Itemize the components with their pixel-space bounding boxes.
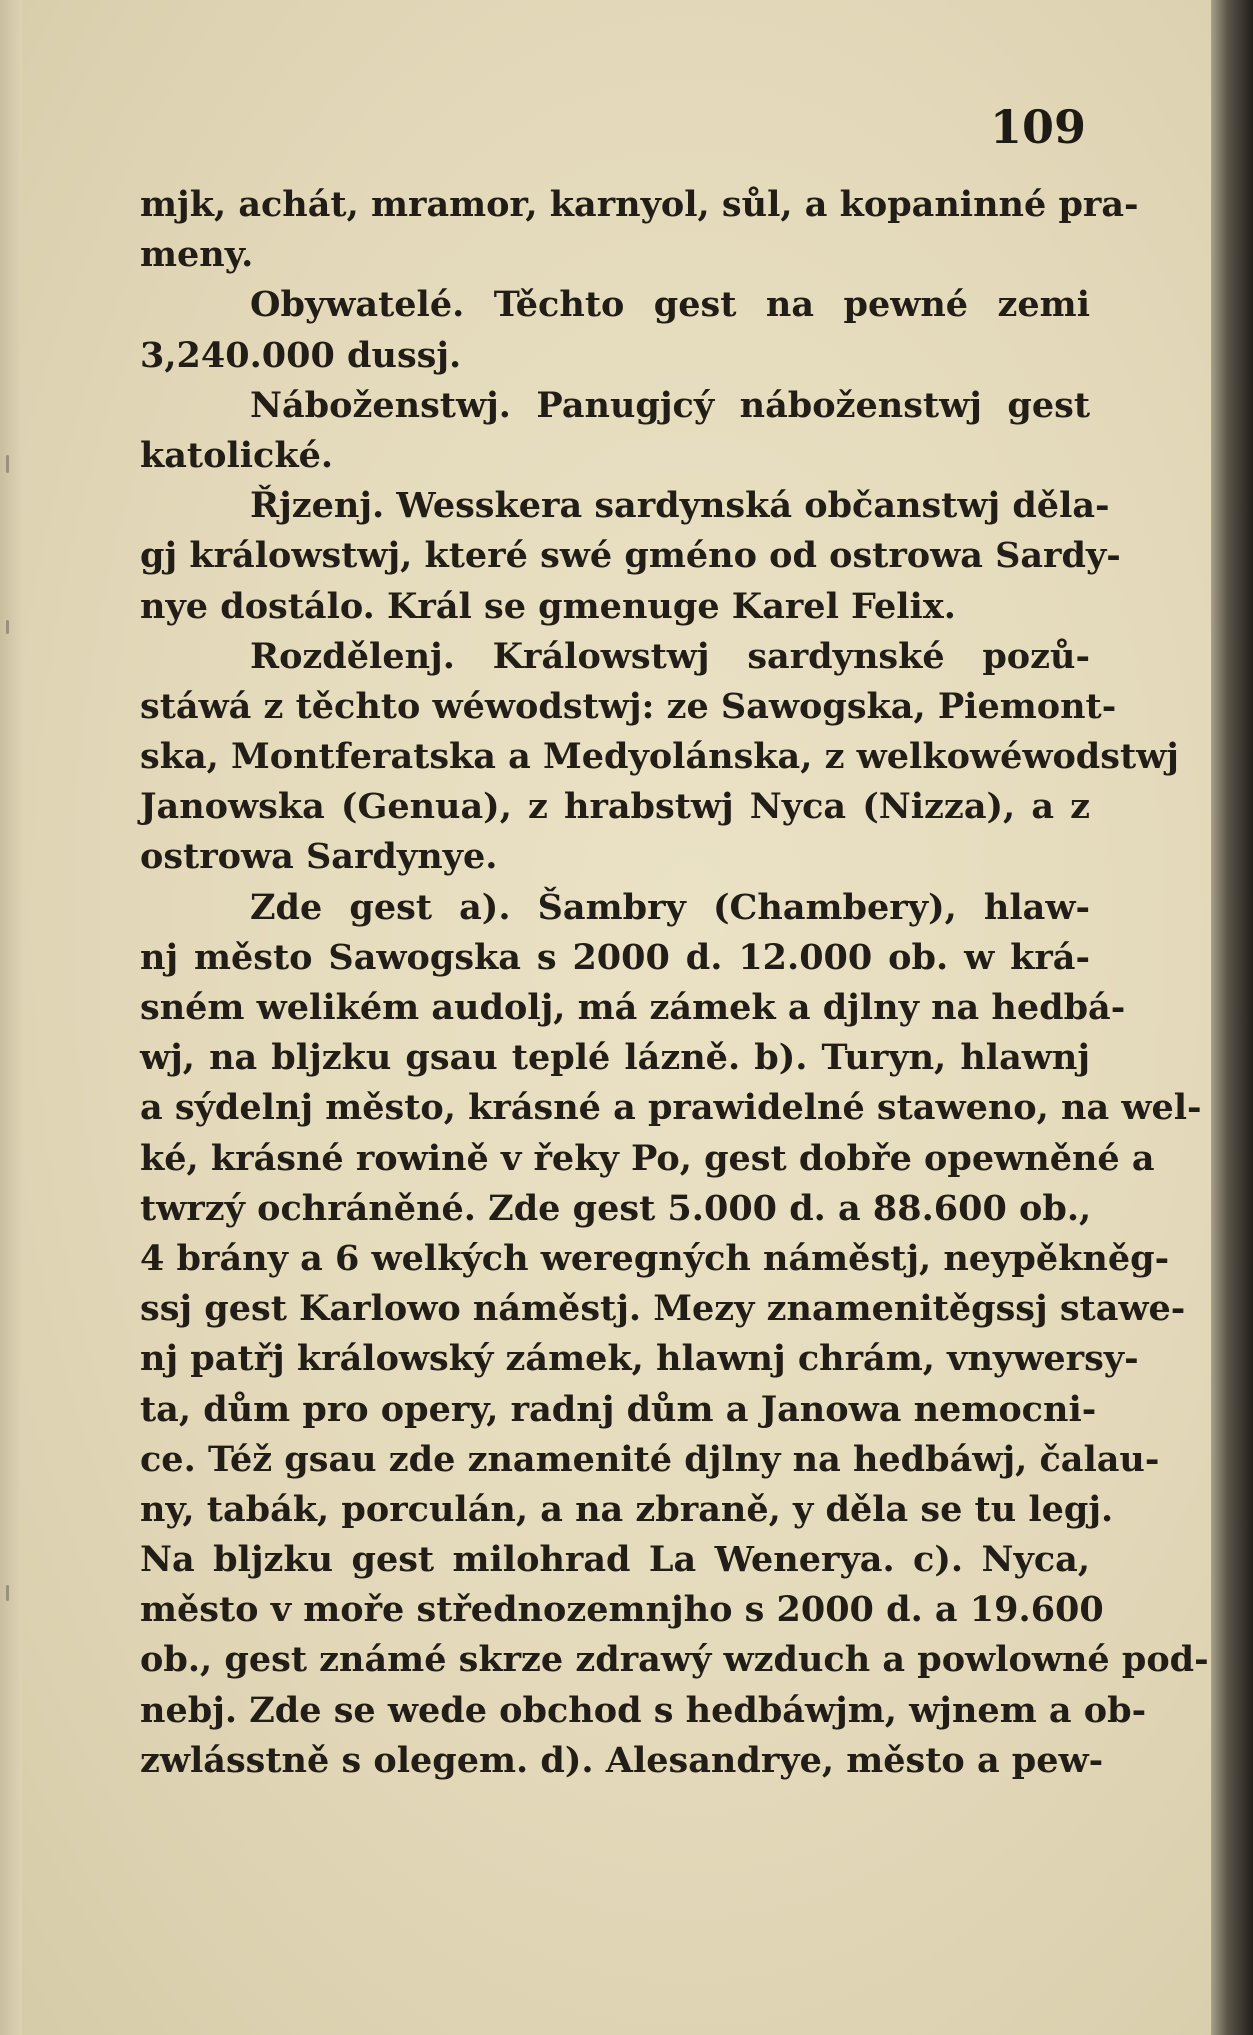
text-line: twrzý ochráněné. Zde gest 5.000 d. a 88.600 ob., xyxy=(140,1187,1092,1229)
page-left-margin xyxy=(0,0,22,2035)
text-line: wj, na bljzku gsau teplé lázně. b). Turyn, hlawnj xyxy=(140,1037,1090,1079)
text-line: 4 brány a 6 welkých weregných náměstj, neypěkněg- xyxy=(140,1237,1170,1279)
text-line: ny, tabák, porculán, a na zbraně, y děla se tu legj. xyxy=(140,1488,1114,1530)
text-line: Na bljzku gest milohrad La Wenerya. c). Nyca, xyxy=(140,1539,1090,1581)
page-number: 109 xyxy=(990,100,1087,154)
text-line: 3,240.000 dussj. xyxy=(140,334,462,376)
text-line: ké, krásné rowině v řeky Po, gest dobře opewněné a xyxy=(140,1137,1155,1179)
text-line: ostrowa Sardynye. xyxy=(140,836,498,878)
text-line: ob., gest známé skrze zdrawý wzduch a powlowné pod- xyxy=(140,1639,1209,1681)
text-line: gj králowstwj, které swé gméno od ostrowa Sardy- xyxy=(140,535,1121,577)
text-line: ssj gest Karlowo náměstj. Mezy znamenitěgssj stawe- xyxy=(140,1288,1186,1330)
text-line: nebj. Zde se wede obchod s hedbáwjm, wjnem a ob- xyxy=(140,1689,1147,1731)
text-line: ta, dům pro opery, radnj dům a Janowa nemocni- xyxy=(140,1388,1097,1430)
gutter-mark xyxy=(6,455,9,473)
text-line: nye dostálo. Král se gmenuge Karel Felix. xyxy=(140,585,956,627)
page-right-edge-shadow xyxy=(1211,0,1253,2035)
gutter-mark xyxy=(6,620,9,634)
text-line: nj město Sawogska s 2000 d. 12.000 ob. w krá- xyxy=(140,936,1090,978)
text-line: meny. xyxy=(140,234,254,276)
text-line: ska, Montferatska a Medyolánska, z welkowéwodstwj xyxy=(140,736,1179,778)
text-line: katolické. xyxy=(140,434,334,476)
text-line: zwlásstně s olegem. d). Alesandrye, město a pew- xyxy=(140,1739,1104,1781)
text-line: město v moře střednozemnjho s 2000 d. a 19.600 xyxy=(140,1589,1104,1631)
text-line: Zde gest a). Šambry (Chambery), hlaw- xyxy=(250,886,1090,928)
body-text xyxy=(140,180,1209,1786)
text-line: sném welikém audolj, má zámek a djlny na hedbá- xyxy=(140,987,1126,1028)
text-line: nj patřj králowský zámek, hlawnj chrám, vnywersy- xyxy=(140,1338,1139,1380)
text-line: Janowska (Genua), z hrabstwj Nyca (Nizza), a z xyxy=(140,786,1090,828)
text-line: Obywatelé. Těchto gest na pewné zemi xyxy=(250,284,1090,326)
gutter-mark xyxy=(6,1585,9,1601)
text-line: Řjzenj. Wesskera sardynská občanstwj děla- xyxy=(250,485,1110,527)
text-line: ce. Též gsau zde znamenité djlny na hedbáwj, čalau- xyxy=(140,1438,1160,1480)
text-line: Náboženstwj. Panugjcý náboženstwj gest xyxy=(250,384,1090,426)
text-line: mjk, achát, mramor, karnyol, sůl, a kopaninné pra- xyxy=(140,184,1139,225)
text-line: stáwá z těchto wéwodstwj: ze Sawogska, Piemont- xyxy=(140,685,1117,727)
text-line: Rozdělenj. Králowstwj sardynské pozů- xyxy=(250,635,1090,677)
text-line: a sýdelnj město, krásné a prawidelné staweno, na wel- xyxy=(140,1087,1202,1129)
